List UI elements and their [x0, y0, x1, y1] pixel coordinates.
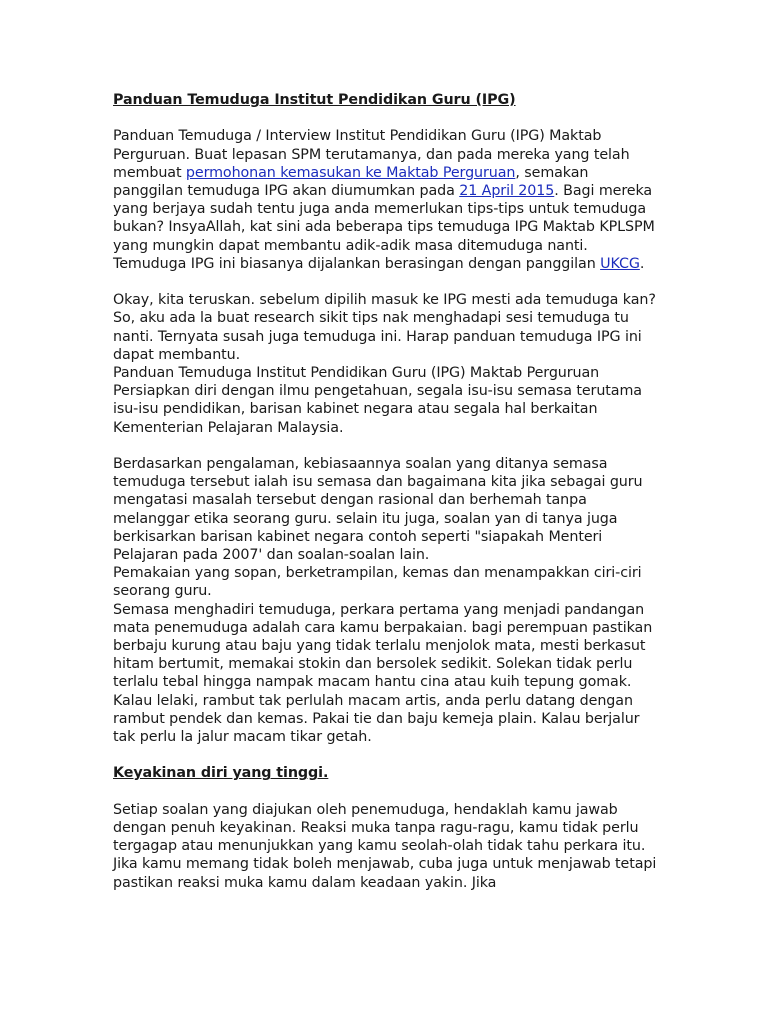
- intro-text-a: Panduan Temuduga / Interview Institut Pendidikan Guru (IPG) Maktab Perguruan. Buat lepasan SPM terutamanya, dan pada mereka yang telah membuat: [113, 128, 630, 181]
- intro-text-b: , semakan panggilan temuduga IPG akan diumumkan pada: [113, 164, 589, 199]
- confidence-paragraph: Setiap soalan yang diajukan oleh penemuduga, hendaklah kamu jawab dengan penuh keyakinan. Reaksi muka tanpa ragu-ragu, kamu tidak perlu tergagap atau menunjukkan yang kamu seolah-olah tidak tahu perkara itu. Jika kamu memang tidak boleh menjawab, cuba juga untuk menjawab tetapi pastikan reaksi muka kamu dalam keadaan yakin. Jika: [113, 801, 657, 891]
- spacer: [113, 273, 658, 291]
- subtitle-paragraph: Panduan Temuduga Institut Pendidikan Guru (IPG) Maktab Perguruan: [113, 365, 600, 382]
- document-page: [113, 91, 658, 892]
- document-title: Panduan Temuduga Institut Pendidikan Guru (IPG): [113, 92, 516, 108]
- ukcg-link[interactable]: UKCG: [600, 255, 640, 272]
- confidence-heading: Keyakinan diri yang tinggi.: [113, 765, 329, 782]
- intro-text-c: . Bagi mereka yang berjaya sudah tentu juga anda memerlukan tips-tips untuk temuduga bukan? InsyaAllah, kat sini ada beberapa tips temuduga IPG Maktab KPLSPM yang mungkin dapat membantu adik-adik masa ditemuduga nanti. Temuduga IPG ini biasanya dijalankan berasingan dengan panggilan: [113, 183, 655, 272]
- attire-summary-paragraph: Pemakaian yang sopan, berketrampilan, kemas dan menampakkan ciri-ciri seorang guru.: [113, 565, 642, 600]
- attire-detail-paragraph: Semasa menghadiri temuduga, perkara pertama yang menjadi pandangan mata penemuduga adalah cara kamu berpakaian. bagi perempuan pastikan berbaju kurung atau baju yang tidak terlalu menjolok mata, mesti berkasut hitam bertumit, memakai stokin dan bersolek sedikit. Solekan tidak perlu terlalu tebal hingga nampak macam hantu cina atau kuih tepung gomak. Kalau lelaki, rambut tak perlulah macam artis, anda perlu datang dengan rambut pendek dan kemas. Pakai tie dan baju kemeja plain. Kalau berjalur tak perlu la jalur macam tikar getah.: [113, 601, 653, 746]
- research-paragraph: Okay, kita teruskan. sebelum dipilih masuk ke IPG mesti ada temuduga kan? So, aku ada la buat research sikit tips nak menghadapi sesi temuduga tu nanti. Ternyata susah juga temuduga ini. Harap panduan temuduga IPG ini dapat membantu.: [113, 292, 656, 363]
- intro-paragraph: [113, 127, 658, 273]
- spacer: [113, 746, 658, 764]
- date-link[interactable]: 21 April 2015: [459, 183, 555, 199]
- intro-text-d: .: [639, 255, 645, 272]
- spacer: [113, 437, 658, 455]
- preparation-paragraph: Persiapkan diri dengan ilmu pengetahuan, segala isu-isu semasa terutama isu-isu pendidikan, barisan kabinet negara atau segala hal berkaitan Kementerian Pelajaran Malaysia.: [113, 383, 642, 436]
- spacer: [113, 109, 658, 127]
- permohonan-link[interactable]: permohonan kemasukan ke Maktab Perguruan: [185, 164, 516, 181]
- spacer: [113, 783, 658, 801]
- experience-paragraph: Berdasarkan pengalaman, kebiasaannya soalan yang ditanya semasa temuduga tersebut ialah isu semasa dan bagaimana kita jika sebagai guru mengatasi masalah tersebut dengan rasional dan berhemah tanpa melanggar etika seorang guru. selain itu juga, soalan yan di tanya juga berkisarkan barisan kabinet negara contoh seperti "siapakah Menteri Pelajaran pada 2007' dan soalan-soalan lain.: [113, 456, 643, 564]
